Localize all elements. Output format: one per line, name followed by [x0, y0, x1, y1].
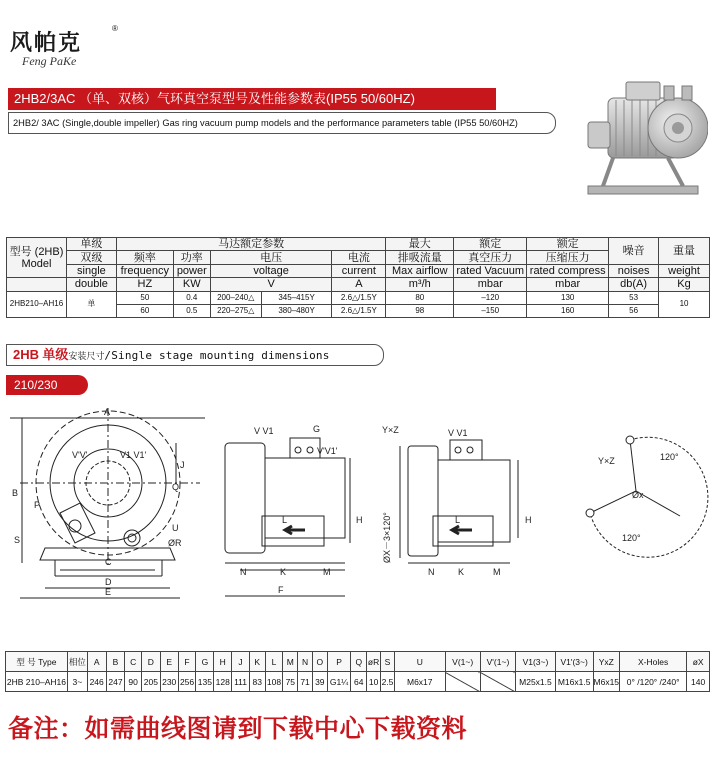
dim-header-cell: D [141, 652, 160, 672]
model-cell: 2HB210–AH16 [7, 291, 67, 317]
dim-label-vv: V'V' [72, 450, 88, 460]
dim-header-cell: E [160, 652, 178, 672]
dim-value-cell: 39 [312, 672, 327, 692]
model-header-cell: 型号 (2HB) Model [7, 238, 67, 278]
dim-label-q: Q [172, 482, 180, 492]
registered-mark: ® [112, 24, 118, 33]
motor-header: 马达额定参数 [116, 238, 385, 251]
dim-value-cell: 111 [232, 672, 250, 692]
dim-header-cell: B [106, 652, 125, 672]
dim-label-s: S [14, 535, 21, 545]
brand-logo-cn: 风帕克 [10, 30, 83, 56]
dim-label-a: A [104, 407, 111, 417]
dim-value-cell: 230 [160, 672, 178, 692]
dim-value-cell: 10 [367, 672, 381, 692]
dim-header-cell: Q [351, 652, 367, 672]
dim-header-cell: O [312, 652, 327, 672]
dim-value-cell: G1¼ [327, 672, 351, 692]
dim-value-cell: 135 [196, 672, 214, 692]
svg-text:ØX－3×120°: ØX－3×120° [382, 512, 392, 563]
dim-value-cell: 71 [298, 672, 313, 692]
dim-label-n: N [240, 567, 247, 577]
dim-header-cell: YxZ [593, 652, 620, 672]
dim-header-cell: øX [687, 652, 710, 672]
dim-header-cell: C [125, 652, 142, 672]
svg-text:H: H [525, 515, 532, 525]
side-view-2 [400, 440, 518, 563]
dim-value-cell: 2.5 [381, 672, 395, 692]
dim-header-cell: 型 号 Type [6, 652, 68, 672]
dim-label-k: K [280, 567, 287, 577]
dim-header-cell: U [394, 652, 445, 672]
dim-value-cell: 0° /120° /240° [620, 672, 687, 692]
pump-illustration [568, 62, 708, 210]
dim-header-cell: V'(1~) [480, 652, 515, 672]
dim-value-cell: 128 [214, 672, 232, 692]
svg-text:120°: 120° [622, 533, 641, 543]
dim-value-cell: 2HB 210–AH16 [6, 672, 68, 692]
flange-detail [586, 436, 708, 557]
svg-text:Y×Z: Y×Z [598, 456, 615, 466]
dim-label-d: D [105, 577, 112, 587]
dim-value-cell: 256 [178, 672, 196, 692]
dim-header-cell: P [327, 652, 351, 672]
svg-text:N: N [428, 567, 435, 577]
dim-label-m: M [323, 567, 331, 577]
dim-label-v1v1: V1 V1' [120, 450, 147, 460]
svg-text:Y×Z: Y×Z [382, 425, 399, 435]
mounting-drawing [0, 398, 712, 638]
dim-header-cell: øR [367, 652, 381, 672]
table-row [6, 672, 710, 692]
dim-label-f: F [278, 585, 284, 595]
title-banner: 2HB2/3AC （单、双核）气环真空泵型号及性能参数表(IP55 50/60HZ) [8, 88, 496, 110]
dim-header-cell: F [178, 652, 196, 672]
dim-value-cell: 247 [106, 672, 125, 692]
dim-header-cell: 相位 [67, 652, 87, 672]
svg-text:V V1: V V1 [448, 428, 468, 438]
dim-header-cell: M [283, 652, 298, 672]
model-tab[interactable]: 210/230 [6, 375, 88, 395]
dim-label-l: L [282, 515, 288, 525]
svg-text:V V1: V V1 [254, 426, 274, 436]
dim-header-cell: K [249, 652, 265, 672]
dim-header-cell: J [232, 652, 250, 672]
dim-value-cell: 140 [687, 672, 710, 692]
dimension-table [5, 651, 710, 692]
svg-text:V'V1': V'V1' [317, 446, 338, 456]
dim-value-cell [480, 672, 515, 692]
dim-label-r: ØR [168, 538, 182, 548]
dim-header-cell: V1(3~) [516, 652, 556, 672]
dim-value-cell: 108 [265, 672, 283, 692]
dim-value-cell: 64 [351, 672, 367, 692]
dim-header-cell: H [214, 652, 232, 672]
dim-header-cell: G [196, 652, 214, 672]
dim-value-cell: 75 [283, 672, 298, 692]
dim-label-u: U [172, 523, 179, 533]
dim-header-cell: N [298, 652, 313, 672]
dim-header-cell: V(1~) [445, 652, 480, 672]
dim-header-cell: S [381, 652, 395, 672]
dim-label-b: B [12, 488, 19, 498]
title-english: 2HB2/ 3AC (Single,double impeller) Gas ring vacuum pump models and the performance parameters table (IP55 50/60HZ) [8, 112, 556, 134]
svg-text:Øx: Øx [632, 490, 644, 500]
download-note: 备注：如需曲线图请到下载中心下载资料 [8, 714, 468, 743]
table-row: 60 0.5 220–275△ 380–480Y 2.6△/1.5Y 98 –150 160 56 [7, 304, 710, 317]
dim-value-cell: 90 [125, 672, 142, 692]
dim-value-cell: M6x17 [394, 672, 445, 692]
dim-label-e: E [105, 587, 112, 597]
dim-value-cell: 205 [141, 672, 160, 692]
dim-header-cell: V1'(3~) [555, 652, 593, 672]
dim-label-c: C [105, 557, 112, 567]
table-row: 2HB210–AH16 单 50 0.4 200–240△ 345–415Y 2.6△/1.5Y 80 –120 130 53 10 [7, 291, 710, 304]
svg-text:K: K [458, 567, 465, 577]
dim-value-cell: 83 [249, 672, 265, 692]
dim-value-cell: M16x1.5 [555, 672, 593, 692]
dim-label-h: H [356, 515, 363, 525]
dim-value-cell: 3~ [67, 672, 87, 692]
dim-value-cell: M6x15 [593, 672, 620, 692]
section-heading: 2HB 单级安装尺寸/Single stage mounting dimensions [6, 344, 384, 366]
dim-value-cell [445, 672, 480, 692]
dim-header-cell: L [265, 652, 283, 672]
svg-text:120°: 120° [660, 452, 679, 462]
dim-header-cell: A [87, 652, 106, 672]
dim-label-p: P [34, 500, 41, 510]
performance-table: 型号 (2HB) Model 单级 马达额定参数 最大 额定 额定 噪音 重量 双级 频率 功率 电压 电流 排吸流量 真空压力 压缩压力 single frequency power voltage current Max airflow rated Vacuum rated compress noises weight double HZ KW V A m³/h mbar mbar db(A) Kg 2HB210–AH16 单 50 0.4 200–240△ 345–415Y 2.6△/1.5Y 80 –120 130 53 10 60 0.5 220–275△ 380–480Y 2.6△/1.5Y 98 –150 160 56 [6, 237, 710, 318]
svg-text:M: M [493, 567, 501, 577]
brand-logo-en: Feng PaKe [22, 54, 77, 68]
dim-label-j: J [180, 460, 185, 470]
dim-header-cell: X-Holes [620, 652, 687, 672]
svg-text:L: L [455, 515, 461, 525]
dim-value-cell: 246 [87, 672, 106, 692]
dim-value-cell: M25x1.5 [516, 672, 556, 692]
dim-label-g: G [313, 424, 321, 434]
